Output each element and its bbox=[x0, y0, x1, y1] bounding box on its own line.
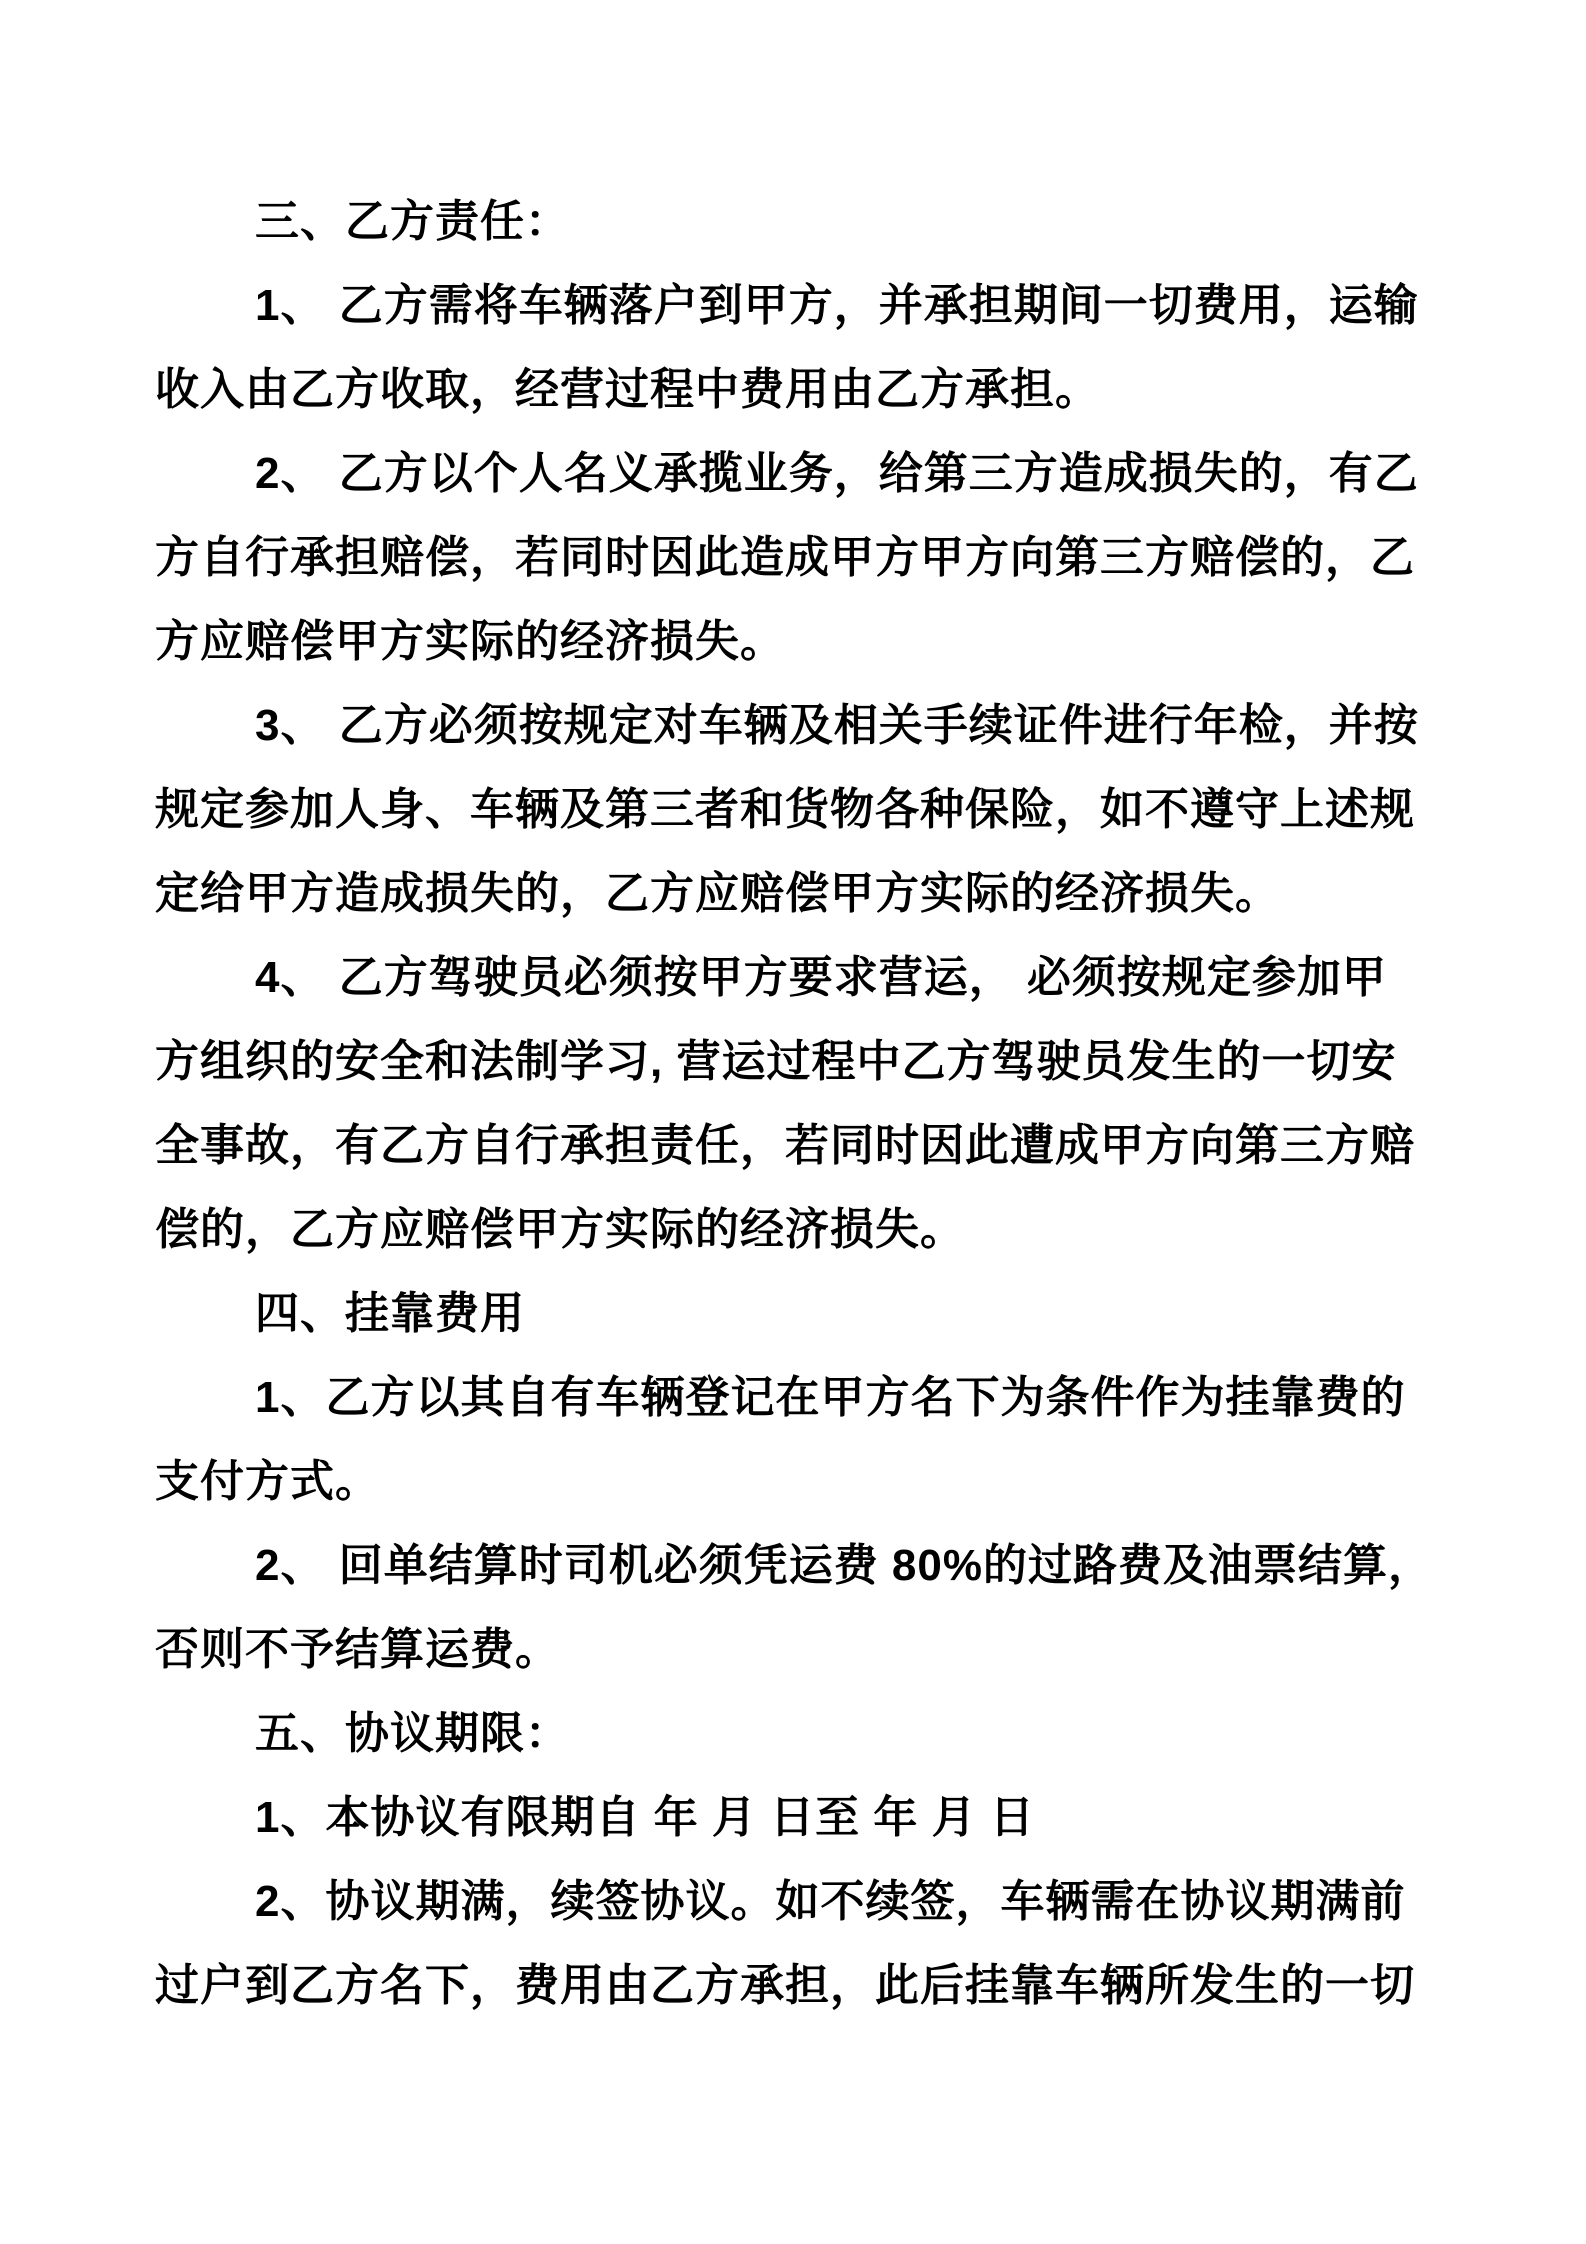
document-line: 1、乙方以其自有车辆登记在甲方名下为条件作为挂靠费的 bbox=[255, 1373, 1406, 1422]
section-heading-4: 四、挂靠费用 bbox=[255, 1289, 525, 1338]
document-line: 规定参加人身、车辆及第三者和货物各种保险，如不遵守上述规 bbox=[155, 785, 1415, 834]
document-line: 4、 乙方驾驶员必须按甲方要求营运， 必须按规定参加甲 bbox=[255, 953, 1387, 1002]
document-line: 过户到乙方名下，费用由乙方承担，此后挂靠车辆所发生的一切 bbox=[155, 1961, 1415, 2010]
document-line: 3、 乙方必须按规定对车辆及相关手续证件进行年检，并按 bbox=[255, 701, 1419, 750]
contract-text-block bbox=[155, 180, 1455, 2028]
section-heading-5: 五、协议期限： bbox=[255, 1709, 570, 1758]
document-line: 定给甲方造成损失的，乙方应赔偿甲方实际的经济损失。 bbox=[155, 869, 1280, 918]
document-line: 支付方式。 bbox=[155, 1457, 380, 1506]
document-line: 否则不予结算运费。 bbox=[155, 1625, 560, 1674]
document-line: 方自行承担赔偿，若同时因此造成甲方甲方向第三方赔偿的，乙 bbox=[155, 533, 1415, 582]
document-line: 偿的，乙方应赔偿甲方实际的经济损失。 bbox=[155, 1205, 965, 1254]
document-line: 全事故，有乙方自行承担责任，若同时因此遭成甲方向第三方赔 bbox=[155, 1121, 1415, 1170]
section-heading-3: 三、乙方责任： bbox=[255, 197, 570, 246]
document-line: 2、 乙方以个人名义承揽业务，给第三方造成损失的，有乙 bbox=[255, 449, 1419, 498]
document-line: 方组织的安全和法制学习, 营运过程中乙方驾驶员发生的一切安 bbox=[155, 1037, 1397, 1086]
document-line: 收入由乙方收取，经营过程中费用由乙方承担。 bbox=[155, 365, 1100, 414]
document-line: 2、协议期满，续签协议。如不续签，车辆需在协议期满前 bbox=[255, 1877, 1406, 1926]
document-line: 方应赔偿甲方实际的经济损失。 bbox=[155, 617, 785, 666]
document-line: 1、本协议有限期自 年 月 日至 年 月 日 bbox=[255, 1793, 1035, 1842]
document-line: 1、 乙方需将车辆落户到甲方，并承担期间一切费用，运输 bbox=[255, 281, 1419, 330]
document-line: 2、 回单结算时司机必须凭运费 80%的过路费及油票结算， bbox=[255, 1541, 1433, 1590]
